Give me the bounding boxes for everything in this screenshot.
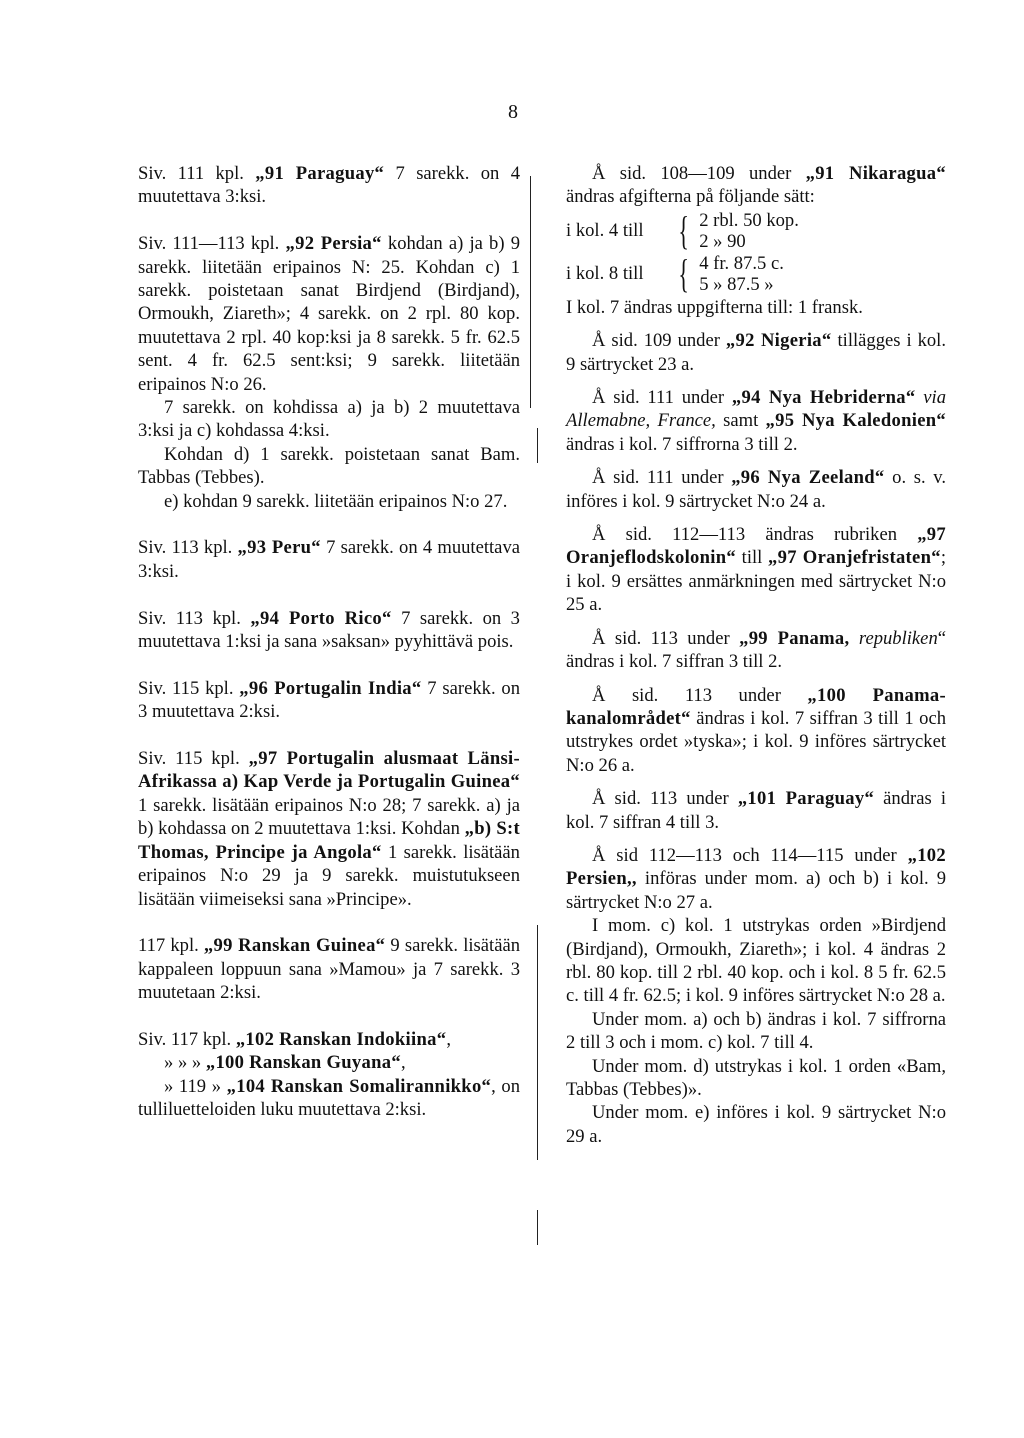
paragraph: Å sid. 113 under „99 Panama, republiken“ ändras i kol. 7 siffran 3 till 2.: [566, 627, 947, 673]
paragraph: Å sid. 113 under „101 Paraguay“ ändras i kol. 7 siffran 4 till 3.: [566, 788, 946, 833]
paragraph: Å sid. 112—113 ändras rubriken „97 Oranjeflodskolonin“ till „97 Oranjefristaten“; i kol. 9 ersättes anmärkningen med särtrycket N:o 25 a.: [566, 524, 946, 616]
paragraph: Siv. 115 kpl. „97 Portugalin alusmaat Länsi-Afrikassa a) Kap Verde ja Portugalin Guinea“ 1 sarekk. lisätään eripainos N:o 28; 7 sarekk. a) ja b) kohdassa on 2 muutettava 1:ksi. Kohdan „b) S:t Thomas, Principe ja Angola“ 1 sarekk. lisätään eripainos N:o 29 ja 9 sarekk. muistutukseen lisätään viimeiseksi sana »Principe».: [138, 748, 520, 910]
paragraph: Siv. 115 kpl. „96 Portugalin India“ 7 sarekk. on 3 muutettava 2:ksi.: [138, 677, 520, 723]
margin-rule: [530, 176, 531, 408]
paragraph: 7 sarekk. on kohdissa a) ja b) 2 muutettava 3:ksi ja c) kohdassa 4:ksi.: [138, 397, 520, 442]
paragraph: Under mom. a) och b) ändras i kol. 7 siffrorna 2 till 3 och i mom. c) kol. 7 till 4.: [566, 1008, 946, 1054]
paragraph: Kohdan d) 1 sarekk. poistetaan sanat Bam. Tabbas (Tebbes).: [138, 443, 520, 489]
paragraph: I kol. 7 ändras uppgifterna till: 1 fransk.: [566, 296, 863, 318]
paragraph: » » » „100 Ranskan Guyana“,: [164, 1052, 406, 1074]
brace-icon: {: [678, 207, 689, 253]
paragraph: Å sid. 111 under „96 Nya Zeeland“ o. s. v. införes i kol. 9 särtrycket N:o 24 a.: [566, 467, 947, 512]
paragraph: Siv. 111 kpl. „91 Paraguay“ 7 sarekk. on 4 muutettava 3:ksi.: [138, 163, 520, 208]
right-column: [566, 162, 946, 1148]
margin-rule: [537, 1210, 538, 1245]
tariff-bracket: i kol. 8 till { 4 fr. 87.5 c. 5 » 87.5 »: [566, 250, 784, 296]
brace-icon: {: [678, 250, 689, 296]
paragraph: I mom. c) kol. 1 utstrykas orden »Birdjend (Birdjand), Ormoukh, Ziareth»; i kol. 4 ändras 2 rbl. 80 kop. till 2 rbl. 40 kop. och i kol. 8 5 fr. 62.5 c. till 4 fr. 62.5; i kol. 9 införes särtrycket N:o 28 a.: [566, 915, 946, 1007]
paragraph: Å sid. 109 under „92 Nigeria“ tillägges i kol. 9 särtrycket 23 a.: [566, 330, 946, 375]
tariff-bracket: i kol. 4 till { 2 rbl. 50 kop. 2 » 90: [566, 207, 799, 253]
paragraph: Å sid. 111 under „94 Nya Hebriderna“ via Allemabne, France, samt „95 Nya Kaledonien“ ändras i kol. 7 siffrorna 3 till 2.: [566, 387, 946, 455]
paragraph: Å sid 112—113 och 114—115 under „102 Persien,, införas under mom. a) och b) i kol. 9 särtrycket N:o 27 a.: [566, 844, 946, 913]
paragraph: Siv. 113 kpl. „93 Peru“ 7 sarekk. on 4 muutettava 3:ksi.: [138, 537, 520, 582]
margin-rule: [537, 428, 538, 463]
page-number: 8: [508, 101, 518, 123]
paragraph: Under mom. e) införes i kol. 9 särtrycket N:o 29 a.: [566, 1102, 946, 1147]
paragraph: Å sid. 113 under „100 Panama-kanalområdet“ ändras i kol. 7 siffran 3 till 1 och utstrykes ordet »tyska»; i kol. 9 införes särtrycket N:o 26 a.: [566, 684, 946, 776]
paragraph: Å sid. 108—109 under „91 Nikaragua“ ändras afgifterna på följande sätt:: [566, 163, 946, 208]
margin-rule: [537, 925, 538, 1160]
paragraph: Under mom. d) utstrykas i kol. 1 orden «Bam, Tabbas (Tebbes)».: [566, 1055, 946, 1100]
paragraph: 117 kpl. „99 Ranskan Guinea“ 9 sarekk. lisätään kappaleen loppuun sana »Mamou» ja 7 sarekk. 3 muutetaan 2:ksi.: [138, 935, 520, 1004]
paragraph: Siv. 113 kpl. „94 Porto Rico“ 7 sarekk. on 3 muutettava 1:ksi ja sana »saksan» pyyhittävä pois.: [138, 607, 520, 653]
paragraph: Siv. 111—113 kpl. „92 Persia“ kohdan a) ja b) 9 sarekk. liitetään eripainos N: 25. Kohdan c) 1 sarekk. poistetaan sanat Birdjend (Birdjand), Ormoukh, Ziareth»; 4 sarekk. on 2 rpl. 80 kop. muutettava 2 rpl. 40 kop:ksi ja 8 sarekk. 5 fr. 62.5 sent. 4 fr. 62.5 sent:ksi; 9 sarekk. liitetään eripainos N:o 26.: [138, 233, 521, 395]
paragraph: » 119 » „104 Ranskan Somalirannikko“, on tulliluetteloiden luku muutettava 2:ksi.: [138, 1075, 520, 1121]
paragraph: Siv. 117 kpl. „102 Ranskan Indokiina“,: [138, 1028, 451, 1050]
paragraph: e) kohdan 9 sarekk. liitetään eripainos N:o 27.: [164, 490, 508, 512]
left-column: [138, 162, 520, 1122]
